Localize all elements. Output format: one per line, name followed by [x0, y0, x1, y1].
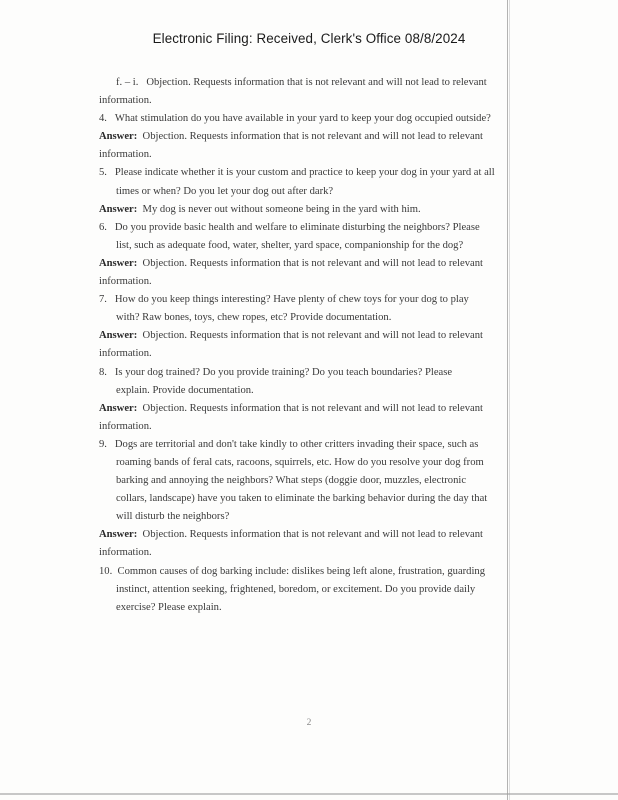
question-number: 4. — [99, 113, 107, 125]
answer-5 — [99, 201, 539, 219]
question-10 — [99, 563, 539, 617]
question-text-continued: times or when? Do you let your dog out after dark? — [116, 185, 334, 197]
question-number: 10. — [99, 565, 113, 577]
answer-text-continued: information. — [99, 276, 152, 288]
question-text: What stimulation do you have available in your yard to keep your dog occupied outside? — [114, 113, 491, 125]
answer-4 — [99, 128, 539, 146]
question-8 — [99, 364, 539, 400]
question-text: Please indicate whether it is your custom and practice to keep your dog in your yard at all — [114, 167, 495, 179]
question-4 — [99, 110, 539, 128]
question-number: 9. — [99, 438, 107, 450]
subitem-text: Objection. Requests information that is not relevant and will not lead to relevant — [146, 77, 487, 88]
subitem-text-continued: information. — [99, 95, 152, 107]
answer-7 — [99, 327, 539, 345]
question-text-continued: exercise? Please explain. — [116, 601, 222, 613]
answer-label: Answer: — [99, 402, 138, 414]
answer-text-continued: information. — [99, 547, 152, 559]
discovery-responses — [99, 74, 539, 617]
subitem-prefix: f. – i. — [116, 77, 139, 88]
answer-text-continued: information. — [99, 420, 152, 432]
answer-label: Answer: — [99, 131, 138, 143]
page-number: 2 — [306, 718, 312, 728]
question-number: 7. — [99, 294, 107, 306]
filing-header: Electronic Filing: Received, Clerk's Office 08/8/2024 — [152, 31, 466, 46]
question-6 — [99, 219, 539, 255]
answer-4-continued — [99, 146, 539, 164]
answer-label: Answer: — [99, 257, 138, 269]
question-number: 8. — [99, 366, 107, 378]
question-number: 5. — [99, 167, 107, 179]
question-text-continued: will disturb the neighbors? — [116, 511, 230, 523]
question-7 — [99, 291, 539, 327]
scan-bottom-edge — [0, 793, 618, 795]
answer-label: Answer: — [99, 330, 138, 342]
answer-6 — [99, 255, 539, 273]
question-text: Dogs are territorial and don't take kindly to other critters invading their space, such as — [114, 438, 479, 450]
question-text: Is your dog trained? Do you provide training? Do you teach boundaries? Please — [114, 366, 453, 378]
question-text-continued: explain. Provide documentation. — [116, 384, 254, 396]
answer-9 — [99, 526, 539, 544]
answer-text-continued: information. — [99, 348, 152, 360]
question-number: 6. — [99, 221, 107, 233]
answer-text: Objection. Requests information that is not relevant and will not lead to relevant — [142, 402, 483, 414]
answer-text-continued: information. — [99, 149, 152, 161]
question-text-continued: barking and annoying the neighbors? What steps (doggie door, muzzles, electronic — [116, 475, 467, 487]
answer-8 — [99, 400, 539, 418]
answer-text: Objection. Requests information that is not relevant and will not lead to relevant — [142, 131, 483, 143]
answer-text: Objection. Requests information that is not relevant and will not lead to relevant — [142, 257, 483, 269]
answer-8-continued — [99, 418, 539, 436]
subitem-f-i-continued — [99, 92, 539, 110]
answer-text: My dog is never out without someone being in the yard with him. — [142, 203, 421, 215]
answer-9-continued — [99, 544, 539, 562]
answer-label: Answer: — [99, 203, 138, 215]
answer-text: Objection. Requests information that is not relevant and will not lead to relevant — [142, 529, 483, 541]
answer-6-continued — [99, 273, 539, 291]
question-text-continued: roaming bands of feral cats, racoons, squirrels, etc. How do you resolve your dog from — [116, 456, 484, 468]
answer-7-continued — [99, 345, 539, 363]
question-text-continued: list, such as adequate food, water, shelter, yard space, companionship for the dog? — [116, 239, 464, 251]
answer-label: Answer: — [99, 529, 138, 541]
question-9 — [99, 436, 539, 526]
question-text-continued: instinct, attention seeking, frightened, boredom, or excitement. Do you provide daily — [116, 583, 476, 595]
question-text: Common causes of dog barking include: dislikes being left alone, frustration, guarding — [117, 565, 486, 577]
answer-text: Objection. Requests information that is not relevant and will not lead to relevant — [142, 330, 483, 342]
question-text-continued: with? Raw bones, toys, chew ropes, etc? Provide documentation. — [116, 312, 392, 324]
question-text: How do you keep things interesting? Have plenty of chew toys for your dog to play — [114, 294, 469, 306]
subitem-f-i — [99, 74, 539, 92]
question-5 — [99, 164, 539, 200]
question-text-continued: collars, landscape) have you taken to eliminate the barking behavior during the day that — [116, 493, 488, 505]
question-text: Do you provide basic health and welfare to eliminate disturbing the neighbors? Please — [114, 221, 480, 233]
